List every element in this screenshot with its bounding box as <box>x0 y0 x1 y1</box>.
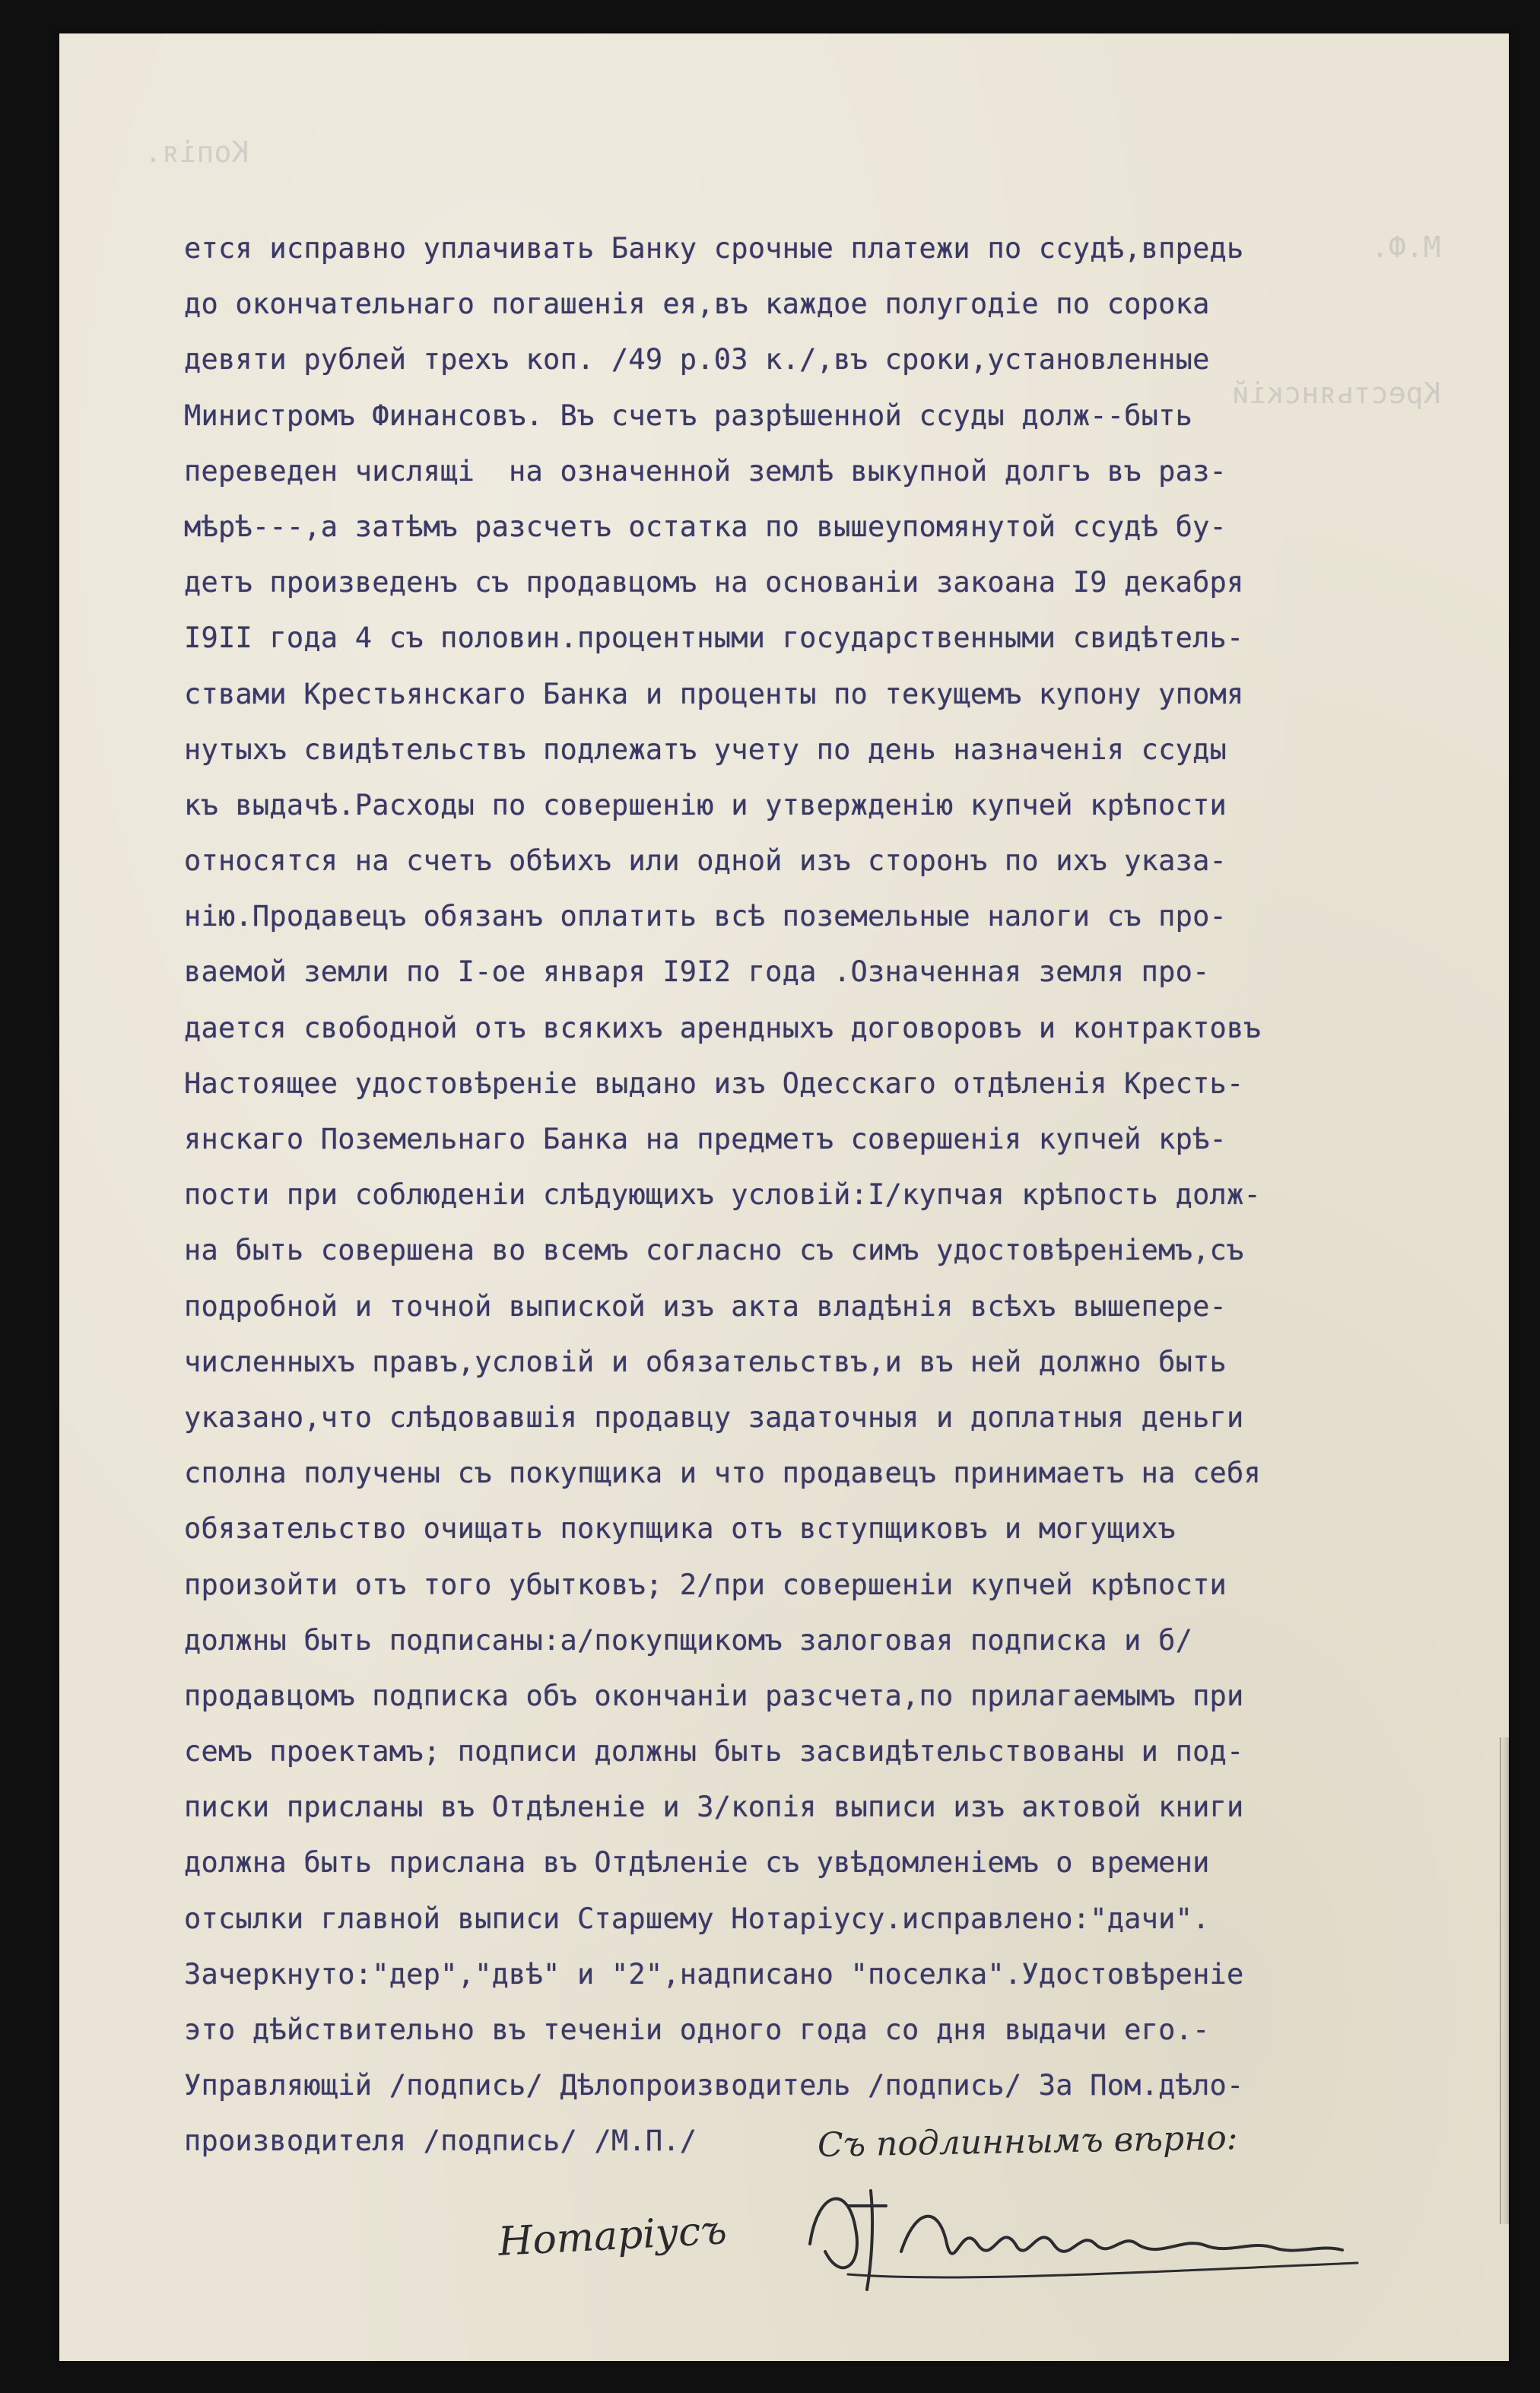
typed-line: должны быть подписаны:а/покупщикомъ залоговая подписка и б/ <box>184 1623 1193 1657</box>
typed-line: ется исправно уплачивать Банку срочные платежи по ссудѣ,впредь <box>184 232 1244 265</box>
typed-text-body <box>184 221 1492 2169</box>
typed-line: подробной и точной выпиской изъ акта владѣнія всѣхъ вышепере- <box>184 1289 1227 1323</box>
typed-line: пости при соблюденіи слѣдующихъ условій:I/купчая крѣпость долж- <box>184 1178 1261 1212</box>
typed-line: I9II года 4 съ половин.процентными государственными свидѣтель- <box>184 621 1244 655</box>
typed-line: Настоящее удостовѣреніе выдано изъ Одесскаго отдѣленія Кресть- <box>184 1066 1244 1100</box>
typed-line: дается свободной отъ всякихъ арендныхъ договоровъ и контрактовъ <box>184 1011 1261 1044</box>
typed-line: до окончательнаго погашенія ея,въ каждое полугодіе по сорока <box>184 288 1210 321</box>
bleed-through-header-right-line-1: М.Ф. <box>1371 230 1441 264</box>
typed-line: къ выдачѣ.Расходы по совершенію и утвержденію купчей крѣпости <box>184 788 1227 822</box>
typed-line: янскаго Поземельнаго Банка на предметъ совершенія купчей крѣ- <box>184 1123 1227 1155</box>
typed-line: обязательство очищать покупщика отъ вступщиковъ и могущихъ <box>184 1512 1176 1546</box>
typed-line: это дѣйствительно въ теченіи одного года со дня выдачи его.- <box>184 2013 1210 2046</box>
typed-line: ствами Крестьянскаго Банка и проценты по текущемъ купону упомя <box>184 677 1244 710</box>
signature-notary-label: Нотаріусъ <box>497 2207 729 2265</box>
bleed-through-header-right-line-2: Крестьянскій <box>1232 377 1441 410</box>
signature-scribble <box>491 2160 1403 2312</box>
typed-line: отсылки главной выписи Старшему Нотаріусу.исправлено:"дачи". <box>184 1902 1210 1935</box>
bleed-through-header-left: Копія. <box>144 135 249 169</box>
typed-line: производителя /подпись/ /М.П./ <box>184 2124 697 2158</box>
typed-line: ваемой земли по I-ое января I9I2 года .Означенная земля про- <box>184 955 1210 989</box>
typed-line: указано,что слѣдовавшія продавцу задаточныя и доплатныя деньги <box>184 1400 1244 1434</box>
typed-line: Зачеркнуто:"дер","двѣ" и "2",надписано "поселка".Удостовѣреніе <box>184 1957 1244 1991</box>
page-edge-mark <box>1500 1737 1509 2224</box>
typed-line: на быть совершена во всемъ согласно съ симъ удостовѣреніемъ,съ <box>184 1234 1244 1267</box>
typed-line: Министромъ Финансовъ. Въ счетъ разрѣшенной ссуды долж--быть <box>184 399 1193 432</box>
typed-line: нію.Продавецъ обязанъ оплатить всѣ поземельные налоги съ про- <box>184 900 1227 933</box>
typed-line: мѣрѣ---,а затѣмъ разсчетъ остатка по вышеупомянутой ссудѣ бу- <box>184 510 1227 543</box>
typed-line: численныхъ правъ,условій и обязательствъ,и въ ней должно быть <box>184 1345 1227 1378</box>
typed-line: детъ произведенъ съ продавцомъ на основаніи закоана I9 декабря <box>184 566 1244 599</box>
typed-line: переведен числящі на означенной землѣ выкупной долгъ въ раз- <box>184 454 1227 488</box>
typed-line: семъ проектамъ; подписи должны быть засвидѣтельствованы и под- <box>184 1735 1244 1769</box>
typed-line: продавцомъ подписка объ окончаніи разсчета,по прилагаемымъ при <box>184 1679 1244 1712</box>
handwritten-attestation: Съ подлиннымъ вѣрно: <box>817 2118 1238 2165</box>
typed-line: нутыхъ свидѣтельствъ подлежатъ учету по день назначенія ссуды <box>184 733 1227 766</box>
typed-line: писки присланы въ Отдѣленіе и 3/копія выписи изъ актовой книги <box>184 1791 1244 1824</box>
typed-line: девяти рублей трехъ коп. /49 р.03 к./,въ сроки,установленные <box>184 343 1210 377</box>
typed-line: Управляющій /подпись/ Дѣлопроизводитель /подпись/ За Пом.дѣло- <box>184 2069 1244 2102</box>
typed-line: сполна получены съ покупщика и что продавецъ принимаетъ на себя <box>184 1457 1261 1490</box>
typed-line: относятся на счетъ обѣихъ или одной изъ сторонъ по ихъ указа- <box>184 844 1227 878</box>
typed-line: произойти отъ того убытковъ; 2/при совершеніи купчей крѣпости <box>184 1568 1227 1601</box>
typed-line: должна быть прислана въ Отдѣленіе съ увѣдомленіемъ о времени <box>184 1846 1210 1880</box>
